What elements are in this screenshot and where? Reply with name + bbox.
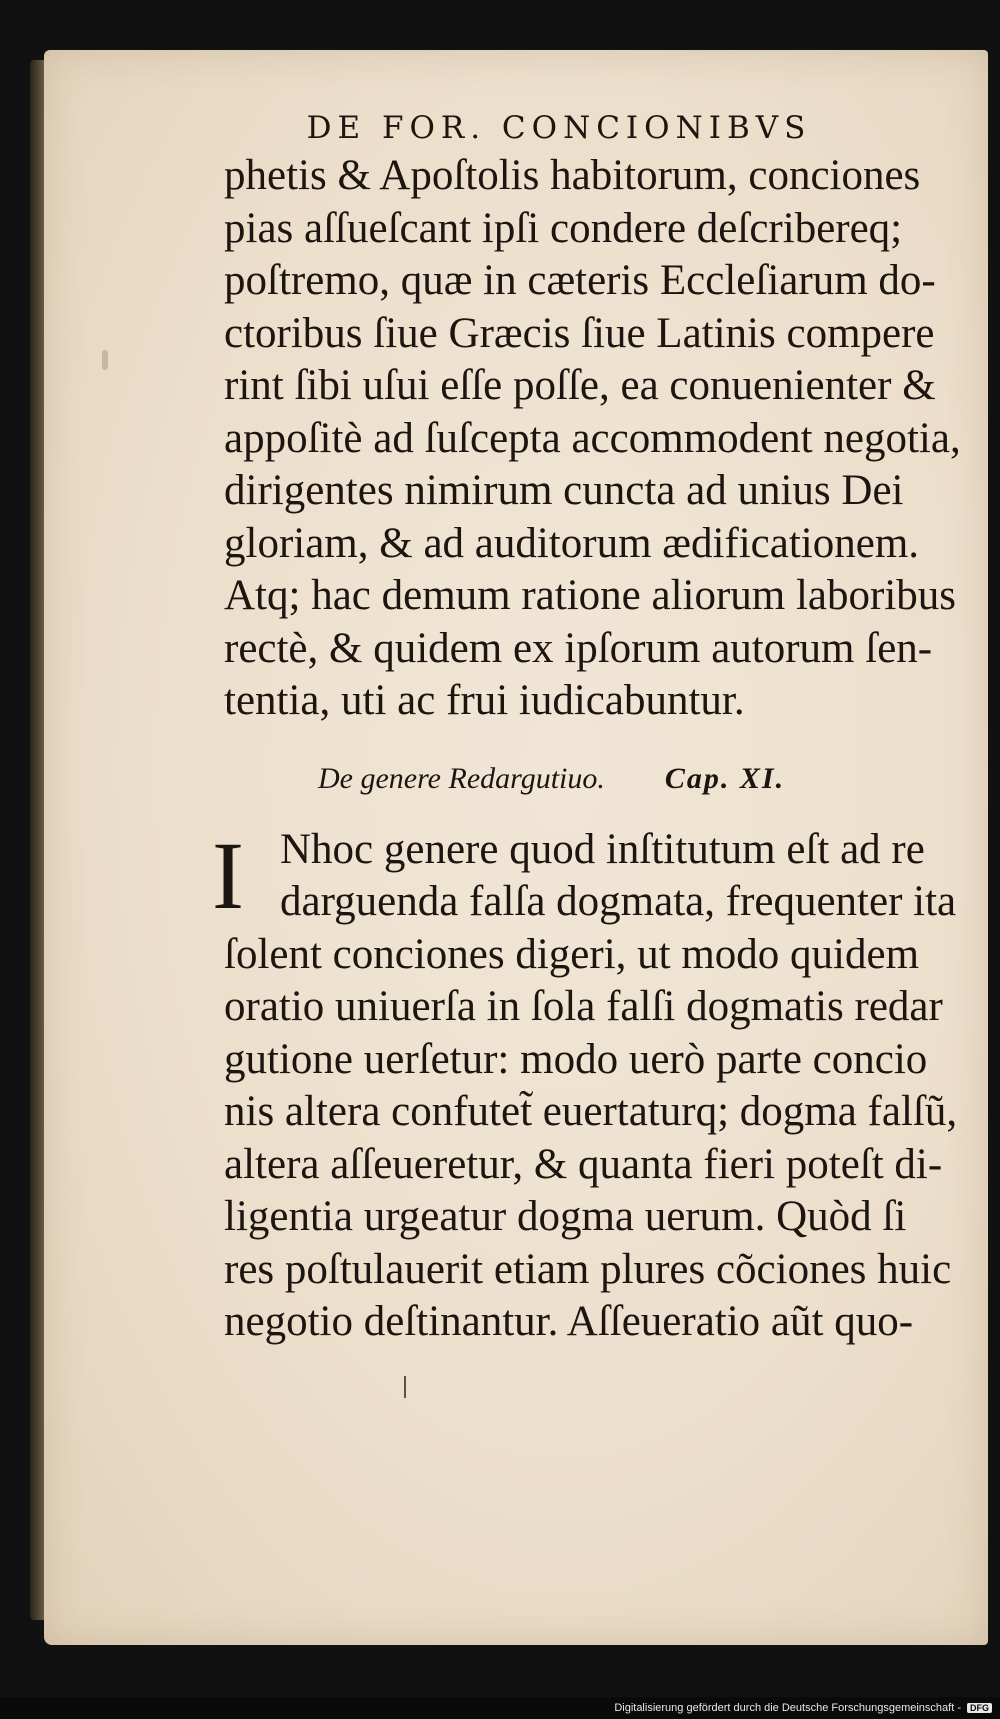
text-line: phetis & Apoſtolis habitorum, conciones xyxy=(224,152,921,199)
text-line: tentia, uti ac frui iudicabuntur. xyxy=(224,677,745,724)
binding-mark xyxy=(102,350,108,370)
text-line: darguenda falſa dogmata, frequenter ita xyxy=(280,878,957,925)
text-line: ſolent conciones digeri, ut modo quidem xyxy=(224,930,920,978)
paragraph-1 xyxy=(224,150,984,728)
text-line: poſtremo, quæ in cæteris Eccleſiarum do- xyxy=(224,257,936,304)
text-line: oratio uniuerſa in ſola falſi dogmatis redar xyxy=(224,983,943,1030)
text-line: pias aſſueſcant ipſi condere deſcribereq; xyxy=(224,204,903,252)
page-text xyxy=(212,110,984,1349)
text-line: gutione uerſetur: modo uerò parte concio xyxy=(224,1035,928,1083)
chapter-heading xyxy=(318,762,984,796)
text-line: Atq; hac demum ratione aliorum laboribus xyxy=(224,572,957,619)
text-line: dirigentes nimirum cuncta ad unius Dei xyxy=(224,467,904,514)
chapter-number: Cap. XI. xyxy=(664,761,786,795)
text-line: nis altera confutet̃ euertaturq; dogma falſũ, xyxy=(224,1088,958,1135)
chapter-title: De genere Redargutiuo. xyxy=(318,761,605,795)
running-head: DE FOR. CONCIONIBVS xyxy=(306,110,812,146)
text-line: res poſtulauerit etiam plures cõciones huic xyxy=(224,1245,952,1293)
text-line: ctoribus ſiue Græcis ſiue Latinis compere xyxy=(224,309,935,357)
text-line: appoſitè ad ſuſcepta accommodent negotia, xyxy=(224,414,961,462)
text-line: ligentia urgeatur dogma uerum. Quòd ſi xyxy=(224,1193,907,1240)
text-line: gloriam, & ad auditorum ædificationem. xyxy=(224,519,920,567)
funding-credit: Digitalisierung gefördert durch die Deutsche Forschungsgemeinschaft - xyxy=(614,1702,961,1714)
text-line: negotio deſtinantur. Aſſeueratio aũt quo- xyxy=(224,1298,914,1345)
initial-letter: I xyxy=(212,821,244,929)
text-line: altera aſſeueretur, & quanta fieri poteſt di- xyxy=(224,1140,943,1188)
ink-mark xyxy=(404,1376,406,1398)
credit-strip xyxy=(0,1697,1000,1719)
dfg-logo: DFG xyxy=(967,1703,992,1713)
text-line: Nhoc genere quod inſtitutum eſt ad re xyxy=(280,825,925,873)
text-line: rint ſibi uſui eſſe poſſe, ea conuenienter & xyxy=(224,362,936,409)
paragraph-2 xyxy=(212,821,984,1349)
text-line: rectè, & quidem ex ipſorum autorum ſen- xyxy=(224,624,933,672)
